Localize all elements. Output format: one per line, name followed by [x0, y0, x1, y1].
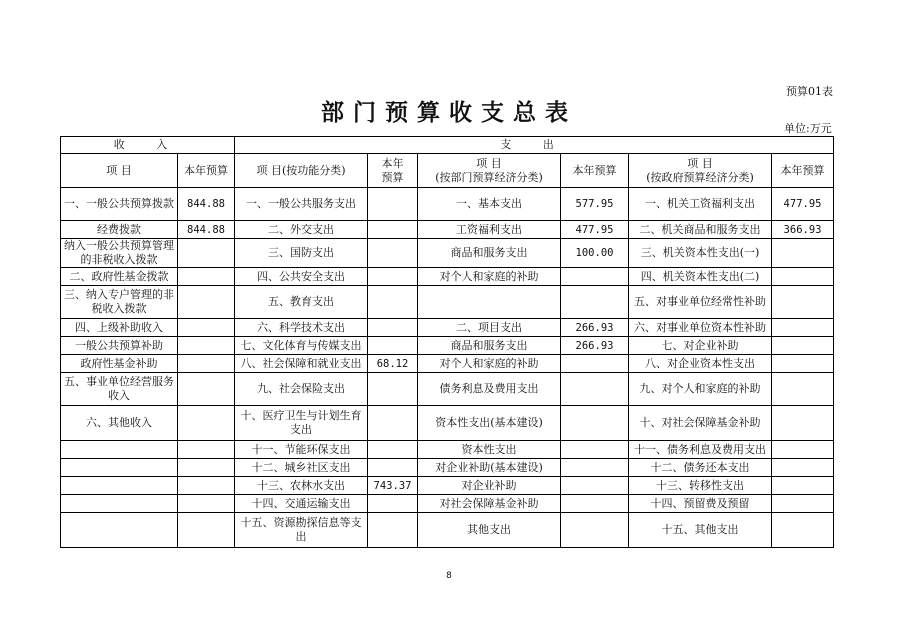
- func-budget-cell: 743.37: [368, 477, 418, 495]
- income-item-cell: [61, 477, 178, 495]
- gov-budget-cell: [772, 337, 834, 355]
- table-row: [61, 188, 834, 221]
- income-budget-cell: 844.88: [178, 188, 235, 221]
- func-item-cell: 一、一般公共服务支出: [235, 188, 368, 221]
- income-header: 收 入: [61, 137, 235, 154]
- table-row: [61, 286, 834, 319]
- income-item-cell: 经费拨款: [61, 221, 178, 239]
- table-row: [61, 319, 834, 337]
- table-row: [61, 477, 834, 495]
- func-item-cell: 七、文化体育与传媒支出: [235, 337, 368, 355]
- func-budget-cell: [368, 459, 418, 477]
- gov-item-cell: 十、对社会保障基金补助: [629, 406, 772, 441]
- gov-budget-cell: [772, 477, 834, 495]
- func-budget-cell: [368, 188, 418, 221]
- dept-item-cell: 商品和服务支出: [418, 337, 561, 355]
- dept-item-cell: 二、项目支出: [418, 319, 561, 337]
- dept-budget-cell: [561, 513, 629, 548]
- header-row-columns: [61, 154, 834, 188]
- table-row: [61, 513, 834, 548]
- gov-budget-cell: [772, 513, 834, 548]
- income-budget-cell: [178, 355, 235, 373]
- func-item-cell: 二、外交支出: [235, 221, 368, 239]
- func-budget-cell: [368, 239, 418, 268]
- col-header-budget-3: 本年预算: [772, 154, 834, 188]
- func-item-cell: 三、国防支出: [235, 239, 368, 268]
- col-header-func: 项 目(按功能分类): [235, 154, 368, 188]
- dept-budget-cell: 266.93: [561, 337, 629, 355]
- income-budget-cell: [178, 239, 235, 268]
- header-row-sections: [61, 137, 834, 154]
- income-budget-cell: [178, 513, 235, 548]
- gov-item-cell: 九、对个人和家庭的补助: [629, 373, 772, 406]
- income-budget-cell: [178, 477, 235, 495]
- dept-item-cell: 资本性支出(基本建设): [418, 406, 561, 441]
- table-row: [61, 355, 834, 373]
- func-item-cell: 六、科学技术支出: [235, 319, 368, 337]
- income-item-cell: [61, 513, 178, 548]
- income-budget-cell: [178, 406, 235, 441]
- gov-budget-cell: [772, 239, 834, 268]
- gov-budget-cell: [772, 495, 834, 513]
- gov-item-cell: 二、机关商品和服务支出: [629, 221, 772, 239]
- table-row: [61, 373, 834, 406]
- dept-budget-cell: 100.00: [561, 239, 629, 268]
- gov-budget-cell: [772, 406, 834, 441]
- func-item-cell: 四、公共安全支出: [235, 268, 368, 286]
- dept-budget-cell: [561, 441, 629, 459]
- gov-budget-cell: 366.93: [772, 221, 834, 239]
- dept-budget-cell: [561, 459, 629, 477]
- func-budget-cell: [368, 373, 418, 406]
- dept-item-cell: 其他支出: [418, 513, 561, 548]
- income-budget-cell: 844.88: [178, 221, 235, 239]
- func-budget-cell: [368, 337, 418, 355]
- income-budget-cell: [178, 337, 235, 355]
- func-budget-cell: [368, 268, 418, 286]
- dept-item-cell: 对社会保障基金补助: [418, 495, 561, 513]
- page-title: 部门预算收支总表: [321, 100, 577, 126]
- table-row: [61, 441, 834, 459]
- dept-item-cell: 对个人和家庭的补助: [418, 355, 561, 373]
- dept-budget-cell: [561, 286, 629, 319]
- dept-item-cell: 对企业补助(基本建设): [418, 459, 561, 477]
- income-budget-cell: [178, 268, 235, 286]
- income-item-cell: 三、纳入专户管理的非税收入拨款: [61, 286, 178, 319]
- col-header-budget: 本年预算: [178, 154, 235, 188]
- unit-label: 单位:万元: [784, 122, 832, 135]
- table-row: [61, 337, 834, 355]
- dept-budget-cell: 266.93: [561, 319, 629, 337]
- col-header-gov: [629, 154, 772, 188]
- func-item-cell: 十三、农林水支出: [235, 477, 368, 495]
- income-budget-cell: [178, 286, 235, 319]
- dept-budget-cell: [561, 268, 629, 286]
- income-item-cell: [61, 495, 178, 513]
- func-item-cell: 十四、交通运输支出: [235, 495, 368, 513]
- dept-item-cell: 资本性支出: [418, 441, 561, 459]
- col-header-dept-title: 项 目: [476, 156, 502, 170]
- income-item-cell: 纳入一般公共预算管理的非税收入拨款: [61, 239, 178, 268]
- gov-item-cell: 一、机关工资福利支出: [629, 188, 772, 221]
- income-budget-cell: [178, 459, 235, 477]
- func-item-cell: 十五、资源勘探信息等支出: [235, 513, 368, 548]
- gov-item-cell: 五、对事业单位经常性补助: [629, 286, 772, 319]
- gov-item-cell: 十三、转移性支出: [629, 477, 772, 495]
- col-header-dept: [418, 154, 561, 188]
- income-item-cell: 一、一般公共预算拨款: [61, 188, 178, 221]
- col-header-gov-title: 项 目: [687, 156, 713, 170]
- dept-item-cell: 对企业补助: [418, 477, 561, 495]
- func-item-cell: 九、社会保险支出: [235, 373, 368, 406]
- col-header-gov-sub: (按政府预算经济分类): [646, 170, 754, 184]
- dept-budget-cell: [561, 477, 629, 495]
- gov-item-cell: 八、对企业资本性支出: [629, 355, 772, 373]
- gov-budget-cell: [772, 319, 834, 337]
- gov-budget-cell: 477.95: [772, 188, 834, 221]
- income-item-cell: [61, 459, 178, 477]
- dept-item-cell: 工资福利支出: [418, 221, 561, 239]
- gov-item-cell: 十一、债务利息及费用支出: [629, 441, 772, 459]
- gov-item-cell: 十二、债务还本支出: [629, 459, 772, 477]
- expense-header: 支 出: [235, 137, 834, 154]
- gov-budget-cell: [772, 355, 834, 373]
- table-row: [61, 268, 834, 286]
- budget-table: [60, 136, 834, 548]
- col-header-budget-short: 本年 预算: [368, 154, 418, 188]
- func-budget-cell: [368, 441, 418, 459]
- page-number: 8: [446, 571, 452, 581]
- dept-budget-cell: [561, 373, 629, 406]
- gov-budget-cell: [772, 286, 834, 319]
- table-row: [61, 239, 834, 268]
- income-budget-cell: [178, 441, 235, 459]
- dept-budget-cell: [561, 355, 629, 373]
- func-item-cell: 五、教育支出: [235, 286, 368, 319]
- dept-item-cell: [418, 286, 561, 319]
- income-item-cell: 二、政府性基金拨款: [61, 268, 178, 286]
- income-budget-cell: [178, 319, 235, 337]
- gov-item-cell: 三、机关资本性支出(一): [629, 239, 772, 268]
- table-row: [61, 459, 834, 477]
- gov-item-cell: 六、对事业单位资本性补助: [629, 319, 772, 337]
- col-header-item: 项 目: [61, 154, 178, 188]
- income-budget-cell: [178, 495, 235, 513]
- col-header-budget-2: 本年预算: [561, 154, 629, 188]
- gov-budget-cell: [772, 268, 834, 286]
- gov-item-cell: 十四、预留费及预留: [629, 495, 772, 513]
- func-budget-cell: [368, 319, 418, 337]
- dept-budget-cell: 477.95: [561, 221, 629, 239]
- table-row: [61, 495, 834, 513]
- income-budget-cell: [178, 373, 235, 406]
- dept-item-cell: 商品和服务支出: [418, 239, 561, 268]
- func-budget-cell: [368, 406, 418, 441]
- func-item-cell: 十、医疗卫生与计划生育支出: [235, 406, 368, 441]
- gov-budget-cell: [772, 459, 834, 477]
- income-item-cell: 政府性基金补助: [61, 355, 178, 373]
- income-item-cell: 六、其他收入: [61, 406, 178, 441]
- income-item-cell: [61, 441, 178, 459]
- dept-item-cell: 对个人和家庭的补助: [418, 268, 561, 286]
- table-row: [61, 406, 834, 441]
- form-number: 预算01表: [786, 85, 833, 98]
- func-budget-cell: [368, 513, 418, 548]
- func-budget-cell: 68.12: [368, 355, 418, 373]
- gov-budget-cell: [772, 441, 834, 459]
- income-item-cell: 五、事业单位经营服务收入: [61, 373, 178, 406]
- gov-budget-cell: [772, 373, 834, 406]
- dept-budget-cell: [561, 406, 629, 441]
- col-header-dept-sub: (按部门预算经济分类): [435, 170, 543, 184]
- func-item-cell: 八、社会保障和就业支出: [235, 355, 368, 373]
- dept-item-cell: 债务利息及费用支出: [418, 373, 561, 406]
- gov-item-cell: 七、对企业补助: [629, 337, 772, 355]
- table-row: [61, 221, 834, 239]
- income-item-cell: 四、上级补助收入: [61, 319, 178, 337]
- func-item-cell: 十二、城乡社区支出: [235, 459, 368, 477]
- dept-budget-cell: [561, 495, 629, 513]
- gov-item-cell: 四、机关资本性支出(二): [629, 268, 772, 286]
- func-budget-cell: [368, 221, 418, 239]
- income-item-cell: 一般公共预算补助: [61, 337, 178, 355]
- func-item-cell: 十一、节能环保支出: [235, 441, 368, 459]
- dept-budget-cell: 577.95: [561, 188, 629, 221]
- func-budget-cell: [368, 286, 418, 319]
- func-budget-cell: [368, 495, 418, 513]
- dept-item-cell: 一、基本支出: [418, 188, 561, 221]
- gov-item-cell: 十五、其他支出: [629, 513, 772, 548]
